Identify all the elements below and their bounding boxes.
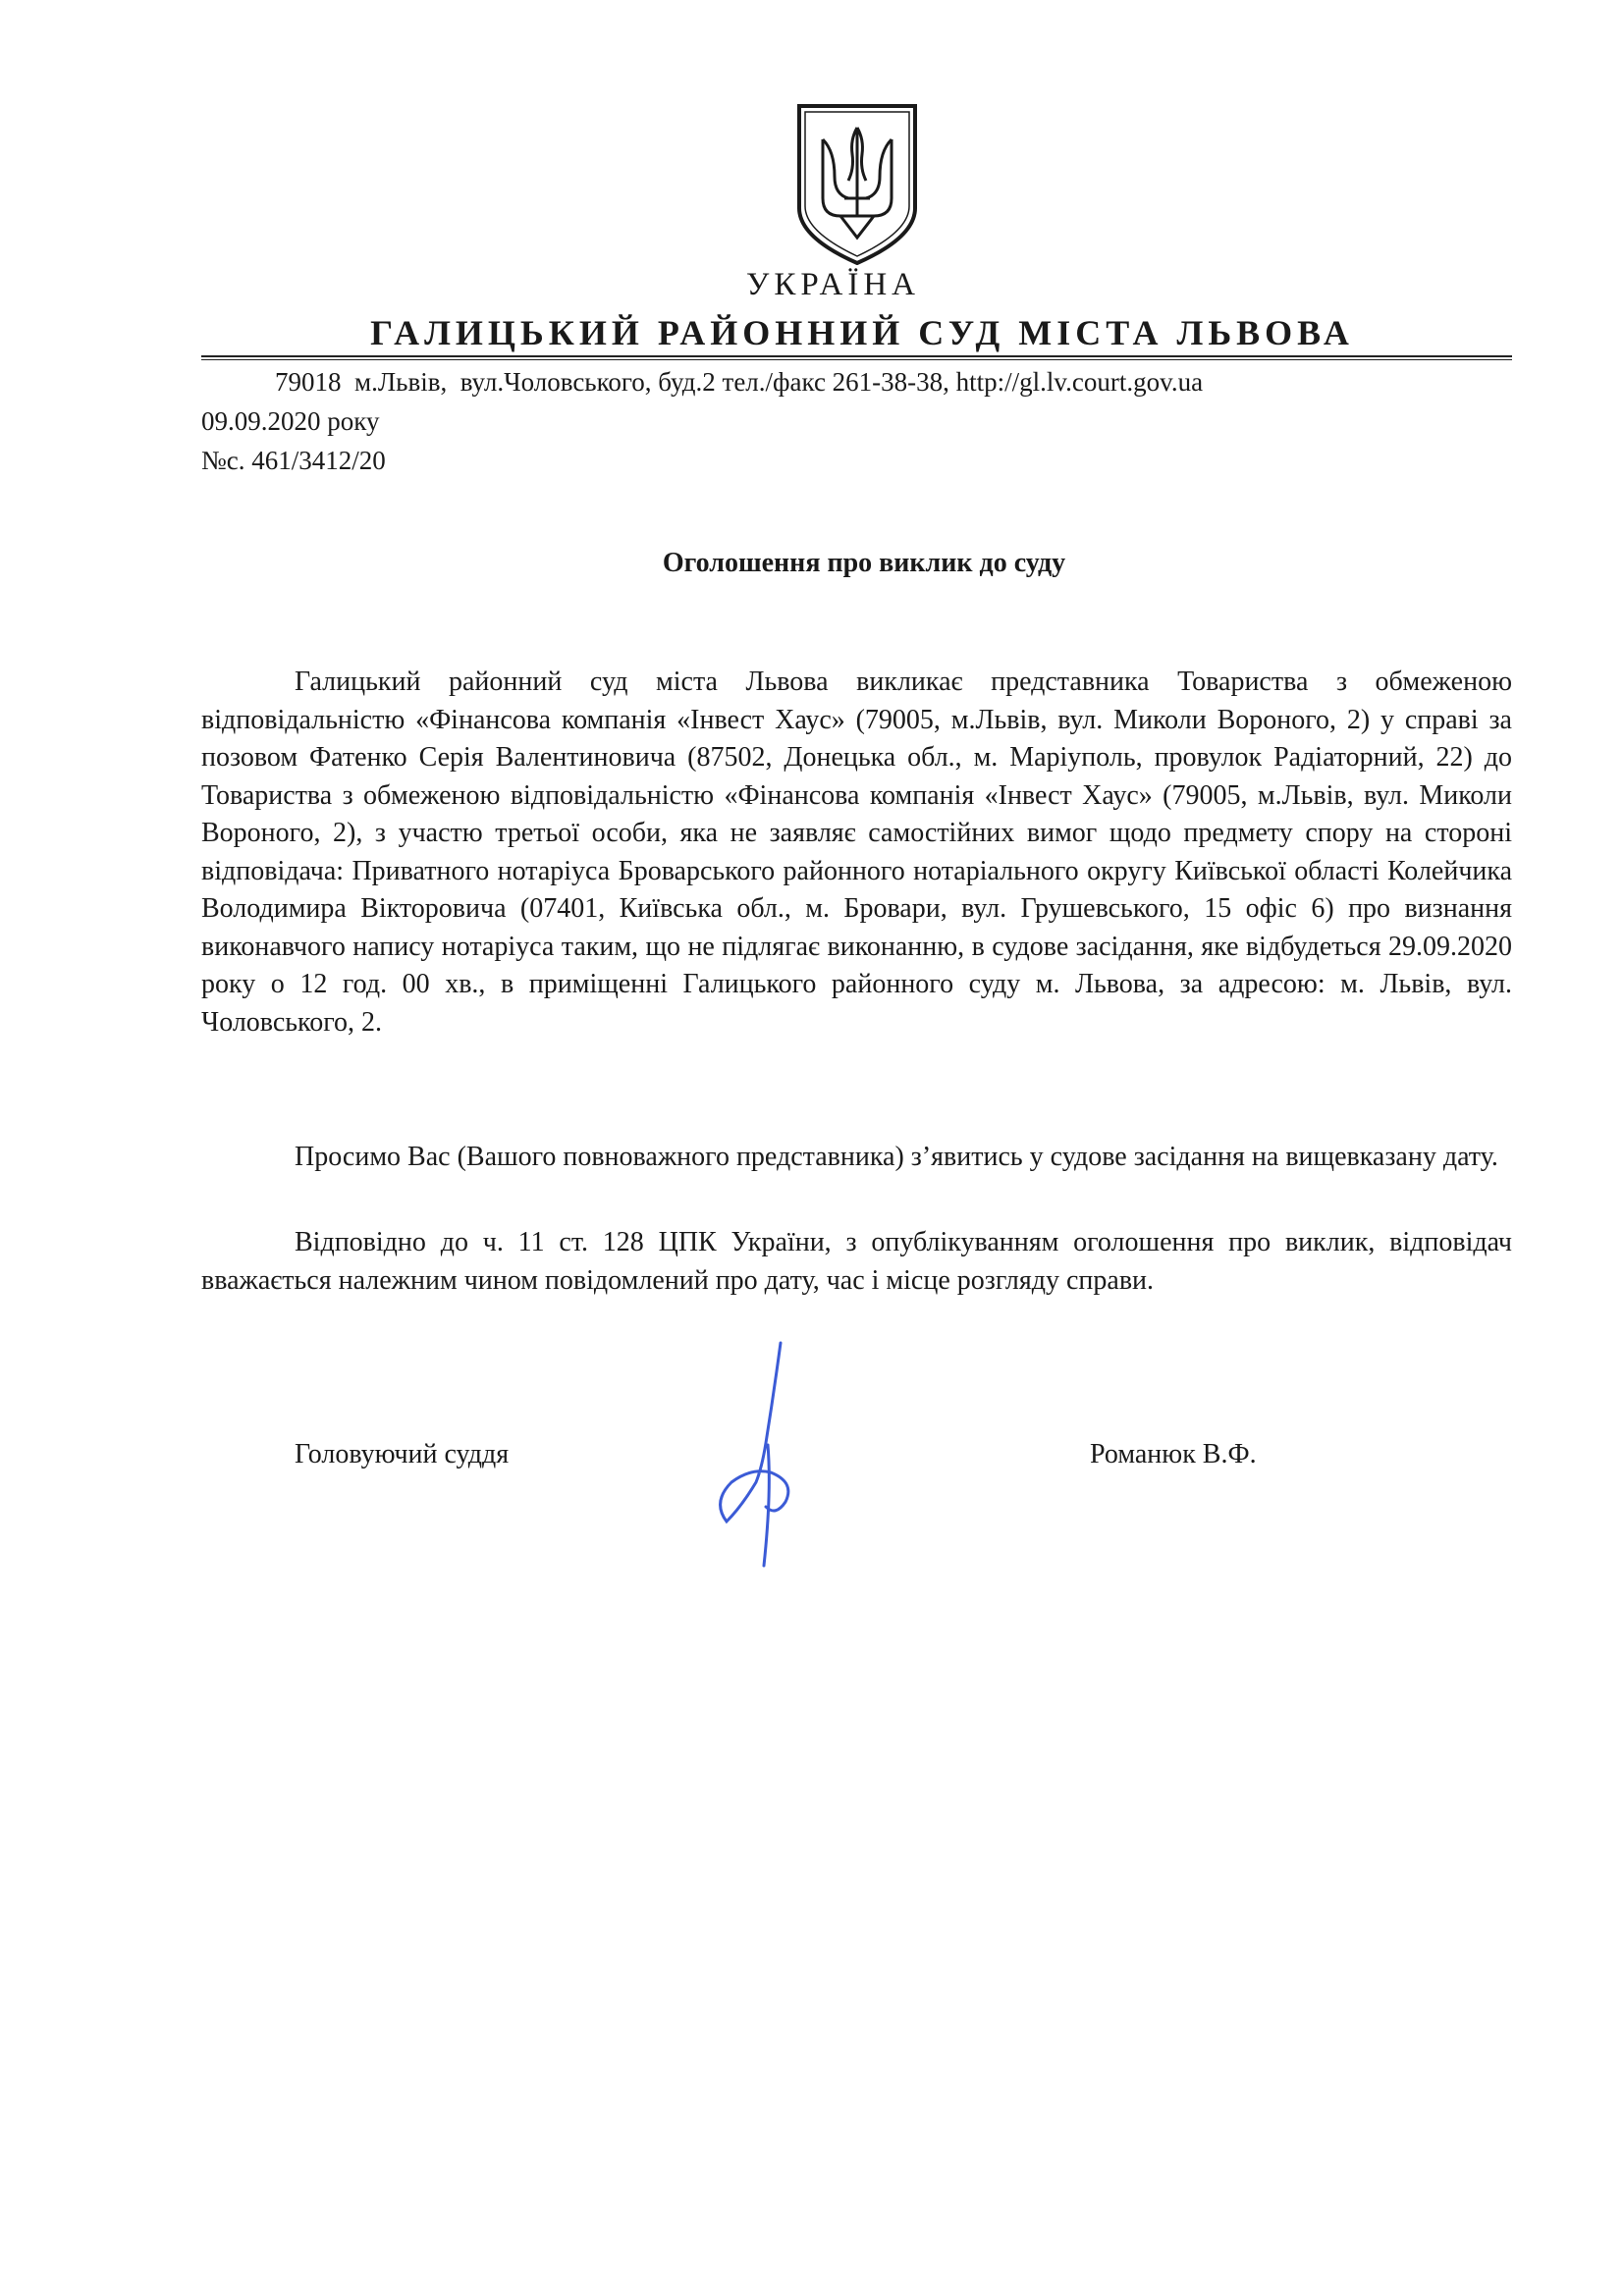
header-divider-thin: [201, 359, 1512, 360]
country-heading: УКРАЇНА: [746, 267, 920, 302]
handwritten-signature: [687, 1335, 825, 1571]
coat-of-arms-icon: [793, 100, 921, 267]
body-paragraph: Галицький районний суд міста Львова викликає представника Товариства з обмеженою відповідальністю «Фінансова компанія «Інвест Хаус» (79005, м.Львів, вул. Миколи Вороного, 2) у справі за позовом Фатенко Серія Валентиновича (87502, Донецька обл., м. Маріуполь, провулок Радіаторний, 22) до Товариства з обмеженою відповідальністю «Фінансова компанія «Інвест Хаус» (79005, м.Львів, вул. Миколи Вороного, 2), з участю третьої особи, яка не заявляє самостійних вимог щодо предмету спору на стороні відповідача: Приватного нотаріуса Броварського районного нотаріального округу Київської області Колейчика Володимира Вікторовича (07401, Київська обл., м. Бровари, вул. Грушевського, 15 офіс 6) про визнання виконавчого напису нотаріуса таким, що не підлягає виконанню, в судове засідання, яке відбудеться 29.09.2020 року о 12 год. 00 хв., в приміщенні Галицького районного суду м. Львова, за адресою: м. Львів, вул. Чоловського, 2.: [201, 667, 1512, 1038]
document-date: 09.09.2020 року: [201, 406, 380, 436]
body-paragraph: Просимо Вас (Вашого повноважного представника) з’явитись у судове засідання на вищевказану дату.: [295, 1142, 1498, 1172]
body-paragraph: Відповідно до ч. 11 ст. 128 ЦПК України, з опублікуванням оголошення про виклик, відповідач вважається належним чином повідомлений про дату, час і місце розгляду справи.: [201, 1227, 1512, 1296]
court-address-line: 79018 м.Львів, вул.Чоловського, буд.2 тел./факс 261-38-38, http://gl.lv.court.gov.ua: [275, 367, 1204, 397]
case-number: №с. 461/3412/20: [201, 446, 386, 475]
document-title: Оголошення про виклик до суду: [662, 548, 1066, 578]
judge-name: Романюк В.Ф.: [1090, 1439, 1257, 1469]
court-name-heading: ГАЛИЦЬКИЙ РАЙОННИЙ СУД МІСТА ЛЬВОВА: [370, 313, 1354, 352]
header-divider: [201, 355, 1512, 357]
judge-role-label: Головуючий суддя: [295, 1439, 510, 1469]
